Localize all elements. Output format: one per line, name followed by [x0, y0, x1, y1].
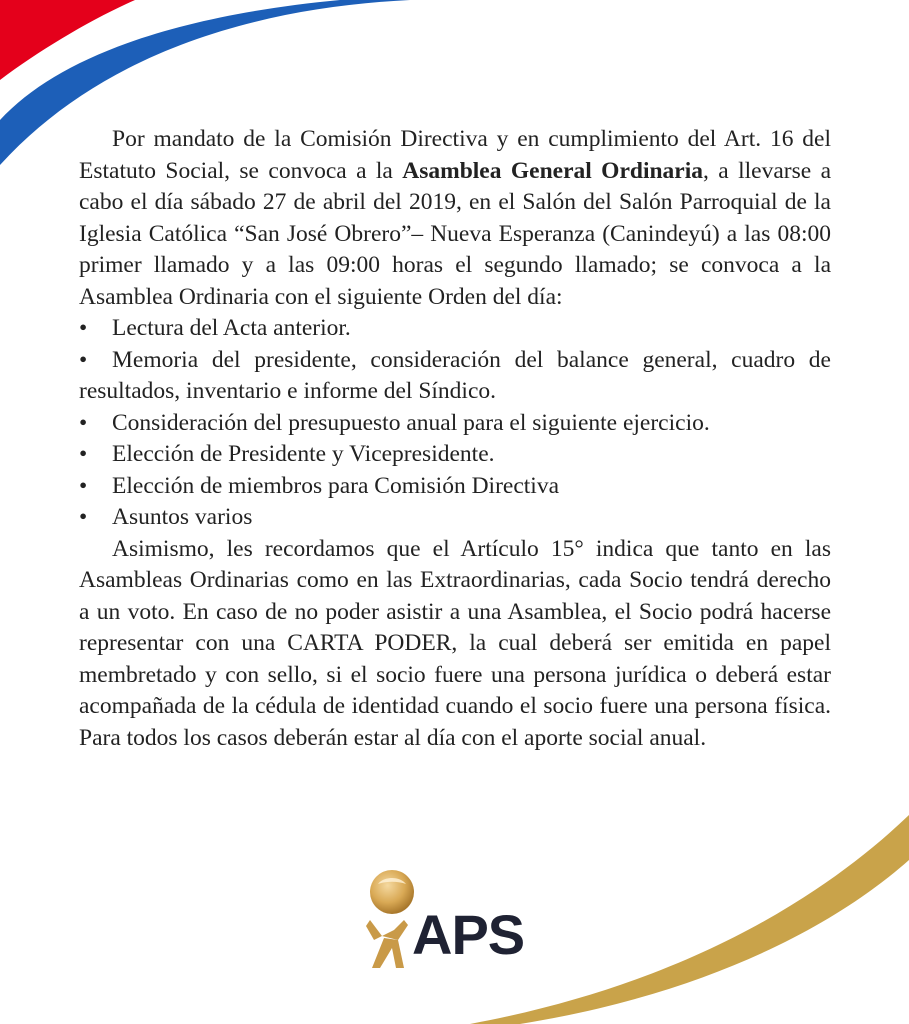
intro-text-1: Por mandato de la Comisión Directiva y en cumplimiento del Art. 16 del Estatuto Social, se convoca a la: [79, 126, 831, 184]
agenda-item: [79, 439, 831, 471]
agenda-item: [79, 471, 831, 503]
intro-text-2: , a llevarse a cabo el día sábado 27 de abril del 2019, en el Salón del Salón Parroquial de la Iglesia Católica “San José Obrero”– Nueva Esperanza (Canindeyú) a las 08:00 primer llamado y a las 09:00 horas el segundo llamado; se convoca a la Asamblea Ordinaria con el siguiente Orden del día:: [79, 157, 831, 310]
announcement-body: [79, 124, 831, 754]
bullet-icon: •: [79, 504, 88, 530]
intro-paragraph: [79, 124, 831, 313]
assembly-name: Asamblea General Ordinaria: [402, 157, 704, 184]
agenda-item-text: Elección de miembros para Comisión Directiva: [112, 472, 560, 499]
agenda-item-text: Consideración del presupuesto anual para el siguiente ejercicio.: [112, 409, 710, 436]
bullet-icon: •: [79, 441, 88, 467]
bullet-icon: •: [79, 472, 88, 499]
agenda-item-text: Lectura del Acta anterior.: [112, 315, 351, 341]
agenda-item-text: Asuntos varios: [112, 504, 253, 530]
closing-paragraph: Asimismo, les recordamos que el Artículo 15° indica que tanto en las Asambleas Ordinarias como en las Extraordinarias, cada Socio tendrá derecho a un voto. En caso de no poder asistir a una Asamblea, el Socio podrá hacerse representar con una CARTA PODER, la cual deberá ser emitida en papel membretado y con sello, si el socio fuere una persona jurídica o deberá estar acompañada de la cédula de identidad cuando el socio fuere una persona física. Para todos los casos deberán estar al día con el aporte social anual.: [79, 535, 831, 751]
bullet-icon: •: [79, 346, 88, 373]
bullet-icon: •: [79, 315, 88, 341]
agenda-item: [79, 313, 831, 345]
bullet-icon: •: [79, 409, 88, 436]
aps-logo: [364, 870, 544, 975]
agenda-item-text: Memoria del presidente, consideración del balance general, cuadro de resultados, inventario e informe del Síndico.: [79, 346, 831, 404]
agenda-item-text: Elección de Presidente y Vicepresidente.: [112, 441, 495, 467]
agenda-item: [79, 408, 831, 440]
agenda-list: [79, 313, 831, 534]
agenda-item: [79, 502, 831, 534]
logo-text: APS: [412, 903, 525, 966]
agenda-item: [79, 345, 831, 408]
